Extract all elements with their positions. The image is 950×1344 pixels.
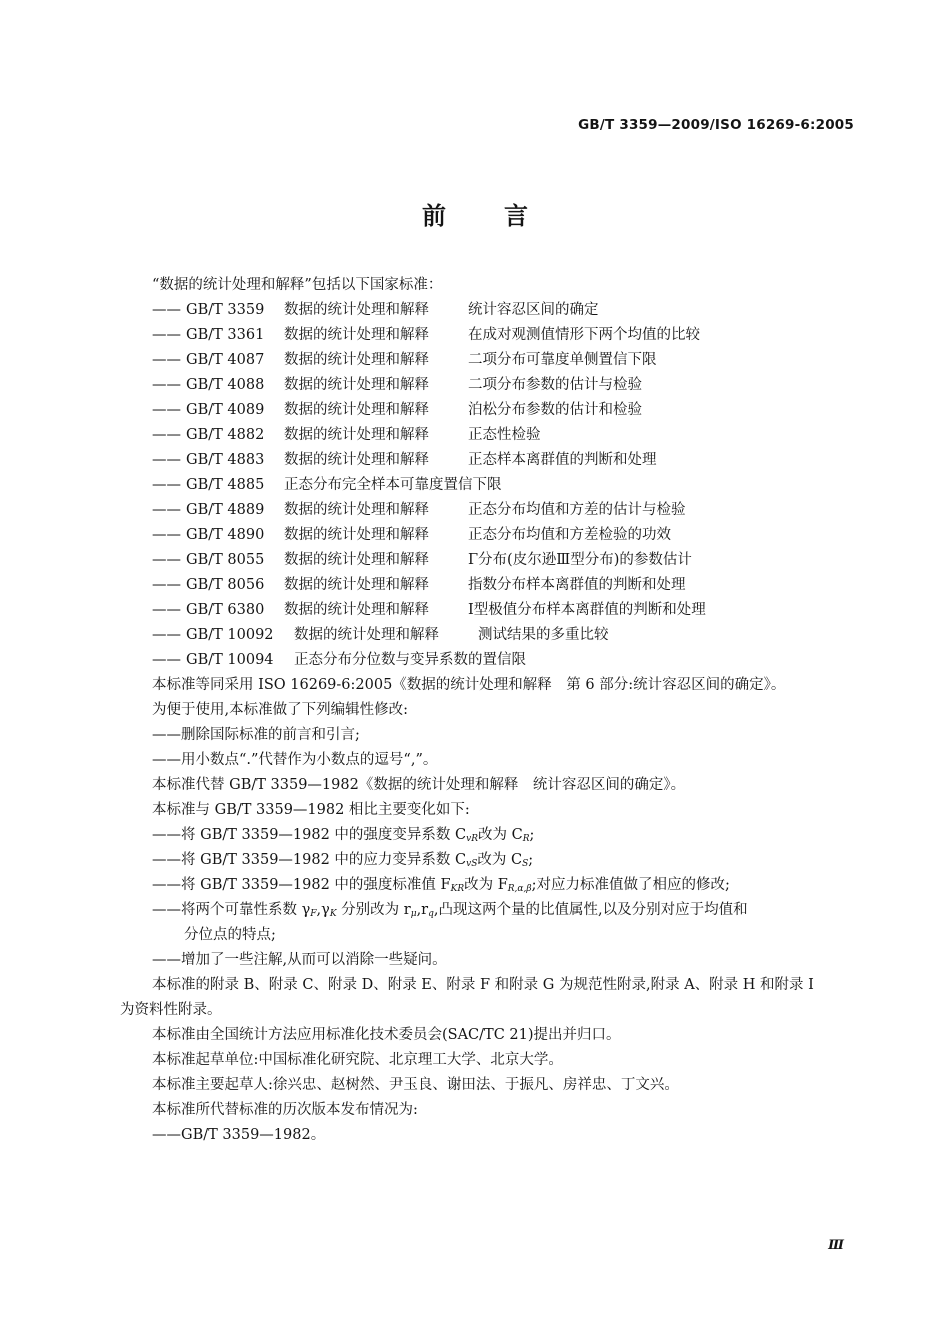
edit-item: ——删除国际标准的前言和引言;: [152, 727, 360, 743]
dash: ——: [152, 377, 181, 393]
dash: ——: [152, 327, 181, 343]
standard-list-item: [120, 498, 870, 523]
standard-series: 数据的统计处理和解释: [294, 627, 439, 643]
standard-code: GB/T 8056: [186, 577, 265, 593]
change-item: ——将 GB/T 3359—1982 中的强度变异系数 $C_{vR}$改为 $C_R$;: [152, 827, 535, 844]
standard-list-item: [120, 598, 870, 623]
standard-code: GB/T 3359: [186, 302, 265, 318]
standard-name: Γ分布(皮尔逊Ⅲ型分布)的参数估计: [468, 552, 692, 568]
standard-series: 数据的统计处理和解释: [284, 577, 429, 593]
standard-list-item: [120, 373, 870, 398]
standard-name: 二项分布可靠度单侧置信下限: [468, 352, 657, 368]
page-title: 前言: [422, 202, 586, 230]
adoption-paragraph: 本标准等同采用 ISO 16269-6:2005《数据的统计处理和解释 第 6 部分:统计容忍区间的确定》。: [152, 677, 786, 693]
dash: ——: [152, 452, 181, 468]
edit-intro: 为便于使用,本标准做了下列编辑性修改:: [152, 702, 408, 718]
standard-series: 数据的统计处理和解释: [284, 377, 429, 393]
standard-code: GB/T 8055: [186, 552, 265, 568]
standard-name: Ⅰ型极值分布样本离群值的判断和处理: [468, 602, 706, 618]
dash: ——: [152, 527, 181, 543]
standard-name: 二项分布参数的估计与检验: [468, 377, 642, 393]
change-item: ——将 GB/T 3359—1982 中的应力变异系数 $C_{vS}$改为 $C_S$;: [152, 852, 534, 869]
standard-series: 数据的统计处理和解释: [284, 527, 429, 543]
standard-list-item: [120, 423, 870, 448]
standard-code: GB/T 4885: [186, 477, 265, 493]
standard-series: 数据的统计处理和解释: [284, 452, 429, 468]
change-item: ——将两个可靠性系数 $\gamma_F,\gamma_K$ 分别改为 $r_\mu,r_q$,凸现这两个量的比值属性,以及分别对应于均值和: [152, 902, 748, 919]
standard-series: 数据的统计处理和解释: [284, 602, 429, 618]
standards-list: [120, 298, 870, 673]
standard-code: GB/T 4883: [186, 452, 265, 468]
standard-name: 在成对观测值情形下两个均值的比较: [468, 327, 700, 343]
standard-name: 泊松分布参数的估计和检验: [468, 402, 642, 418]
standard-name: 正态性检验: [468, 427, 541, 443]
standard-list-item: [120, 523, 870, 548]
annex-paragraph-continuation: 为资料性附录。: [120, 1002, 222, 1018]
history-item: ——GB/T 3359—1982。: [152, 1127, 326, 1143]
dash: ——: [152, 477, 181, 493]
standard-name: 指数分布样本离群值的判断和处理: [468, 577, 686, 593]
standard-series: 数据的统计处理和解释: [284, 302, 429, 318]
annex-paragraph: 本标准的附录 B、附录 C、附录 D、附录 E、附录 F 和附录 G 为规范性附录,附录 A、附录 H 和附录 I: [152, 977, 814, 993]
dash: ——: [152, 302, 181, 318]
standard-series: 数据的统计处理和解释: [284, 502, 429, 518]
dash: ——: [152, 577, 181, 593]
change-item: ——增加了一些注解,从而可以消除一些疑问。: [152, 952, 447, 968]
dash: ——: [152, 552, 181, 568]
standard-list-item: [120, 298, 870, 323]
standard-name: 正态分布完全样本可靠度置信下限: [284, 477, 502, 493]
standard-name: 正态分布均值和方差的估计与检验: [468, 502, 686, 518]
standard-name: 统计容忍区间的确定: [468, 302, 599, 318]
standard-code: GB/T 4889: [186, 502, 265, 518]
standard-name: 正态分布分位数与变异系数的置信限: [294, 652, 526, 668]
standard-series: 数据的统计处理和解释: [284, 402, 429, 418]
dash: ——: [152, 602, 181, 618]
proposed-paragraph: 本标准由全国统计方法应用标准化技术委员会(SAC/TC 21)提出并归口。: [152, 1027, 621, 1043]
drafting-units-paragraph: 本标准起草单位:中国标准化研究院、北京理工大学、北京大学。: [152, 1052, 563, 1068]
standard-code-header: GB/T 3359—2009/ISO 16269-6:2005: [578, 117, 854, 133]
standard-code: GB/T 4087: [186, 352, 265, 368]
dash: ——: [152, 652, 181, 668]
standard-list-item: [120, 648, 870, 673]
standard-code: GB/T 4089: [186, 402, 265, 418]
standard-code: GB/T 6380: [186, 602, 265, 618]
standard-code: GB/T 4890: [186, 527, 265, 543]
standard-code: GB/T 10094: [186, 652, 274, 668]
standard-list-item: [120, 398, 870, 423]
dash: ——: [152, 627, 181, 643]
dash: ——: [152, 427, 181, 443]
standard-list-item: [120, 548, 870, 573]
dash: ——: [152, 352, 181, 368]
standard-list-item: [120, 348, 870, 373]
standard-code: GB/T 4882: [186, 427, 265, 443]
standard-series: 数据的统计处理和解释: [284, 427, 429, 443]
standard-name: 测试结果的多重比较: [478, 627, 609, 643]
dash: ——: [152, 502, 181, 518]
replacement-paragraph: 本标准代替 GB/T 3359—1982《数据的统计处理和解释 统计容忍区间的确定》。: [152, 777, 686, 793]
page-number: Ⅲ: [828, 1238, 844, 1253]
standard-code: GB/T 10092: [186, 627, 274, 643]
standard-series: 数据的统计处理和解释: [284, 552, 429, 568]
dash: ——: [152, 402, 181, 418]
intro-paragraph: “数据的统计处理和解释”包括以下国家标准：: [152, 277, 443, 293]
standard-name: 正态样本离群值的判断和处理: [468, 452, 657, 468]
foreword-body: [120, 273, 870, 1148]
changes-intro: 本标准与 GB/T 3359—1982 相比主要变化如下:: [152, 802, 470, 818]
standard-series: 数据的统计处理和解释: [284, 327, 429, 343]
drafters-paragraph: 本标准主要起草人:徐兴忠、赵树然、尹玉良、谢田法、于振凡、房祥忠、丁文兴。: [152, 1077, 679, 1093]
standard-list-item: [120, 473, 870, 498]
edit-item: ——用小数点“.”代替作为小数点的逗号“,”。: [152, 752, 438, 768]
change-item-continuation: 分位点的特点;: [184, 927, 276, 943]
standard-list-item: [120, 573, 870, 598]
history-intro: 本标准所代替标准的历次版本发布情况为:: [152, 1102, 418, 1118]
standard-code: GB/T 3361: [186, 327, 265, 343]
change-item: ——将 GB/T 3359—1982 中的强度标准值 $F_{KR}$改为 $F_{R,\alpha,\beta}$;对应力标准值做了相应的修改;: [152, 877, 730, 894]
standard-name: 正态分布均值和方差检验的功效: [468, 527, 671, 543]
standard-list-item: [120, 448, 870, 473]
standard-list-item: [120, 623, 870, 648]
standard-list-item: [120, 323, 870, 348]
standard-series: 数据的统计处理和解释: [284, 352, 429, 368]
standard-code: GB/T 4088: [186, 377, 265, 393]
